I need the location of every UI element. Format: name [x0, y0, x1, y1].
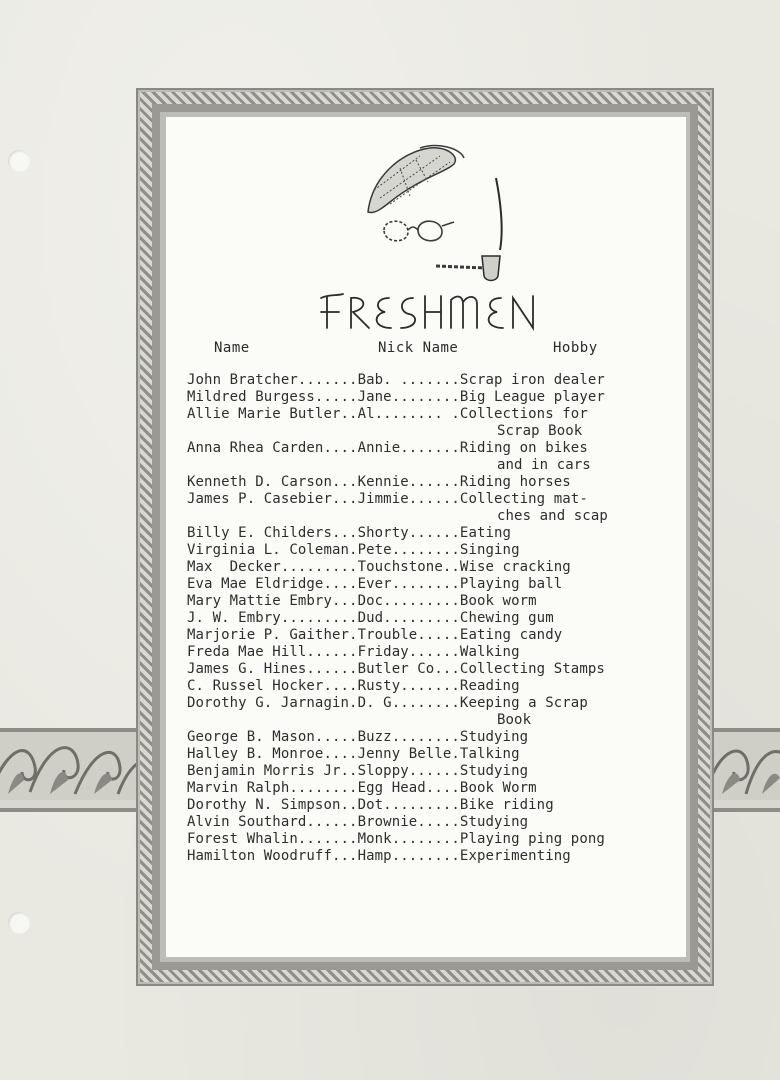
left-ornament-band	[0, 728, 140, 812]
roster-entry	[187, 746, 608, 763]
roster-line: Kenneth D. Carson...Kennie......Riding horses	[187, 474, 571, 490]
roster-entry	[187, 389, 608, 406]
roster-line: Virginia L. Coleman.Pete........Singing	[187, 542, 520, 558]
roster-line: Forest Whalin.......Monk........Playing ping pong	[187, 831, 605, 847]
roster-line-continuation: and in cars	[497, 457, 591, 473]
roster-entry	[187, 491, 608, 525]
roster-line: James G. Hines......Butler Co...Collecting Stamps	[187, 661, 605, 677]
roster-entry	[187, 593, 608, 610]
roster-entry	[187, 814, 608, 831]
page-title	[315, 288, 555, 336]
roster-entry	[187, 780, 608, 797]
roster-line: Dorothy G. Jarnagin.D. G........Keeping a Scrap	[187, 695, 588, 711]
scroll-ornament-icon	[0, 732, 140, 800]
roster-entry	[187, 610, 608, 627]
roster-line: Allie Marie Butler..Al........ .Collections for	[187, 406, 588, 422]
pipe-icon	[436, 256, 500, 281]
roster-line: Eva Mae Eldridge....Ever........Playing ball	[187, 576, 563, 592]
roster-line: Alvin Southard......Brownie.....Studying	[187, 814, 529, 830]
roster-entry	[187, 525, 608, 542]
roster-line: Hamilton Woodruff...Hamp........Experimenting	[187, 848, 571, 864]
roster-entry	[187, 797, 608, 814]
roster-entry	[187, 763, 608, 780]
roster-entry	[187, 678, 608, 695]
column-header-hobby: Hobby	[553, 340, 598, 356]
roster-entry	[187, 406, 608, 440]
roster-line: Anna Rhea Carden....Annie.......Riding on bikes	[187, 440, 588, 456]
glasses-icon	[384, 221, 454, 241]
face-outline	[496, 178, 502, 250]
column-header-nick-name: Nick Name	[378, 340, 459, 356]
roster-entry	[187, 542, 608, 559]
roster-line: Freda Mae Hill......Friday......Walking	[187, 644, 520, 660]
roster-entry	[187, 848, 608, 865]
roster-entry	[187, 695, 608, 729]
right-ornament-band	[710, 728, 780, 812]
roster-entry	[187, 729, 608, 746]
punch-hole-top	[8, 150, 30, 172]
roster-line: Max Decker.........Touchstone..Wise cracking	[187, 559, 571, 575]
roster-line: James P. Casebier...Jimmie......Collecting mat-	[187, 491, 588, 507]
column-header-name: Name	[214, 340, 250, 356]
roster-entry	[187, 474, 608, 491]
roster-line: Billy E. Childers...Shorty......Eating	[187, 525, 512, 541]
roster-line: John Bratcher.......Bab. .......Scrap iron dealer	[187, 372, 605, 388]
roster-line-continuation: ches and scap	[497, 508, 608, 524]
roster-line: Mary Mattie Embry...Doc.........Book worm	[187, 593, 537, 609]
roster-entry	[187, 831, 608, 848]
punch-hole-bottom	[8, 912, 30, 934]
roster-entry	[187, 440, 608, 474]
roster-line: George B. Mason.....Buzz........Studying	[187, 729, 529, 745]
roster-entry	[187, 661, 608, 678]
freshman-caricature	[350, 138, 530, 288]
roster-line-continuation: Book	[497, 712, 532, 728]
title-lettering-art	[315, 288, 555, 336]
freshmen-roster	[187, 372, 608, 865]
roster-line: Marvin Ralph........Egg Head....Book Worm	[187, 780, 537, 796]
roster-entry	[187, 372, 608, 389]
roster-line-continuation: Scrap Book	[497, 423, 583, 439]
roster-line: Dorothy N. Simpson..Dot.........Bike riding	[187, 797, 554, 813]
roster-line: Benjamin Morris Jr..Sloppy......Studying	[187, 763, 529, 779]
roster-line: Halley B. Monroe....Jenny Belle.Talking	[187, 746, 520, 762]
scroll-ornament-icon	[710, 732, 780, 800]
roster-line: Marjorie P. Gaither.Trouble.....Eating candy	[187, 627, 563, 643]
cap-icon	[368, 146, 464, 213]
roster-line: Mildred Burgess.....Jane........Big League player	[187, 389, 605, 405]
roster-entry	[187, 576, 608, 593]
roster-entry	[187, 559, 608, 576]
roster-entry	[187, 627, 608, 644]
roster-entry	[187, 644, 608, 661]
roster-line: C. Russel Hocker....Rusty.......Reading	[187, 678, 520, 694]
roster-line: J. W. Embry.........Dud.........Chewing gum	[187, 610, 554, 626]
